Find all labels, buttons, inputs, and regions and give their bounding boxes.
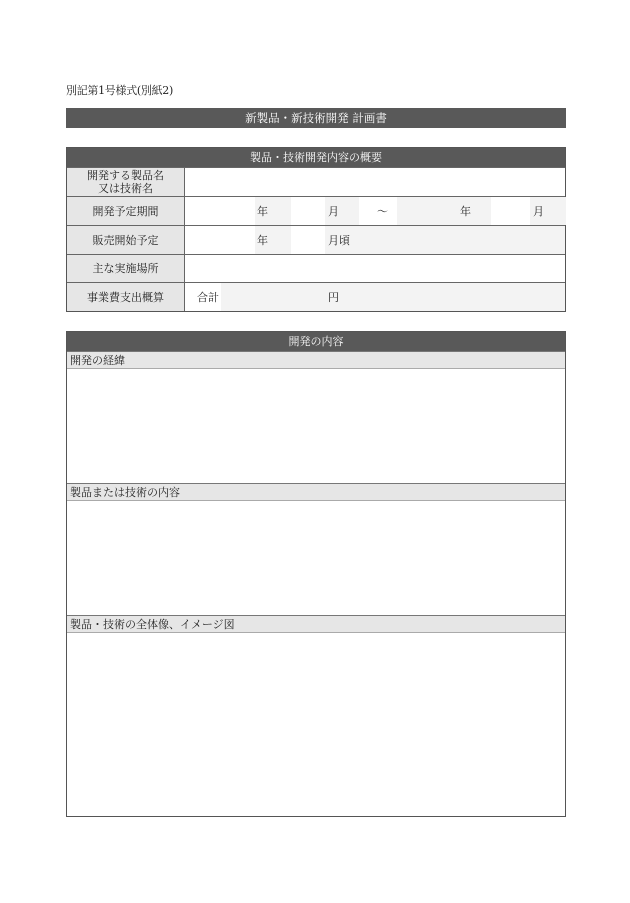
sales-start-field[interactable] — [185, 226, 565, 254]
dev-year1-unit: 年 — [257, 205, 268, 218]
overview-table — [66, 147, 566, 312]
section-overview-image-input[interactable] — [67, 633, 565, 816]
row-sales-start — [67, 225, 565, 254]
section-content-input[interactable] — [67, 501, 565, 615]
shade-tilde — [397, 197, 457, 225]
sales-month-unit: 月頃 — [328, 234, 350, 247]
content-table — [66, 331, 566, 817]
label-product-name-text: 開発する製品名 又は技術名 — [87, 169, 164, 195]
overview-header: 製品・技術開発内容の概要 — [67, 148, 565, 167]
section-background-heading: 開発の経緯 — [67, 351, 565, 369]
row-location — [67, 254, 565, 282]
section-overview-image-heading: 製品・技術の全体像、イメージ図 — [67, 615, 565, 633]
dev-month2-unit: 月 — [533, 205, 544, 218]
row-budget — [67, 282, 565, 311]
section-background-input[interactable] — [67, 369, 565, 483]
label-product-name — [67, 168, 185, 196]
content-header: 開発の内容 — [67, 332, 565, 351]
dev-month1-unit: 月 — [328, 205, 339, 218]
input-location[interactable] — [185, 255, 565, 282]
label-budget: 事業費支出概算 — [67, 283, 185, 311]
input-product-name[interactable] — [185, 168, 565, 196]
budget-total-label: 合計 — [197, 291, 219, 304]
section-content-heading: 製品または技術の内容 — [67, 483, 565, 501]
row-dev-period — [67, 196, 565, 225]
shade-sales-lead — [185, 226, 255, 254]
document-title: 新製品・新技術開発 計画書 — [66, 108, 566, 128]
dev-period-field[interactable] — [185, 197, 565, 225]
label-dev-period: 開発予定期間 — [67, 197, 185, 225]
shade-sales-gap — [291, 226, 325, 254]
form-id: 別記第1号様式(別紙2) — [66, 84, 173, 97]
label-location: 主な実施場所 — [67, 255, 185, 282]
dev-period-tilde: ～ — [377, 205, 388, 218]
budget-field[interactable] — [185, 283, 565, 311]
row-product-name — [67, 167, 565, 196]
budget-yen-unit: 円 — [328, 291, 339, 304]
dev-year2-unit: 年 — [460, 205, 471, 218]
label-sales-start: 販売開始予定 — [67, 226, 185, 254]
sales-year-unit: 年 — [257, 234, 268, 247]
